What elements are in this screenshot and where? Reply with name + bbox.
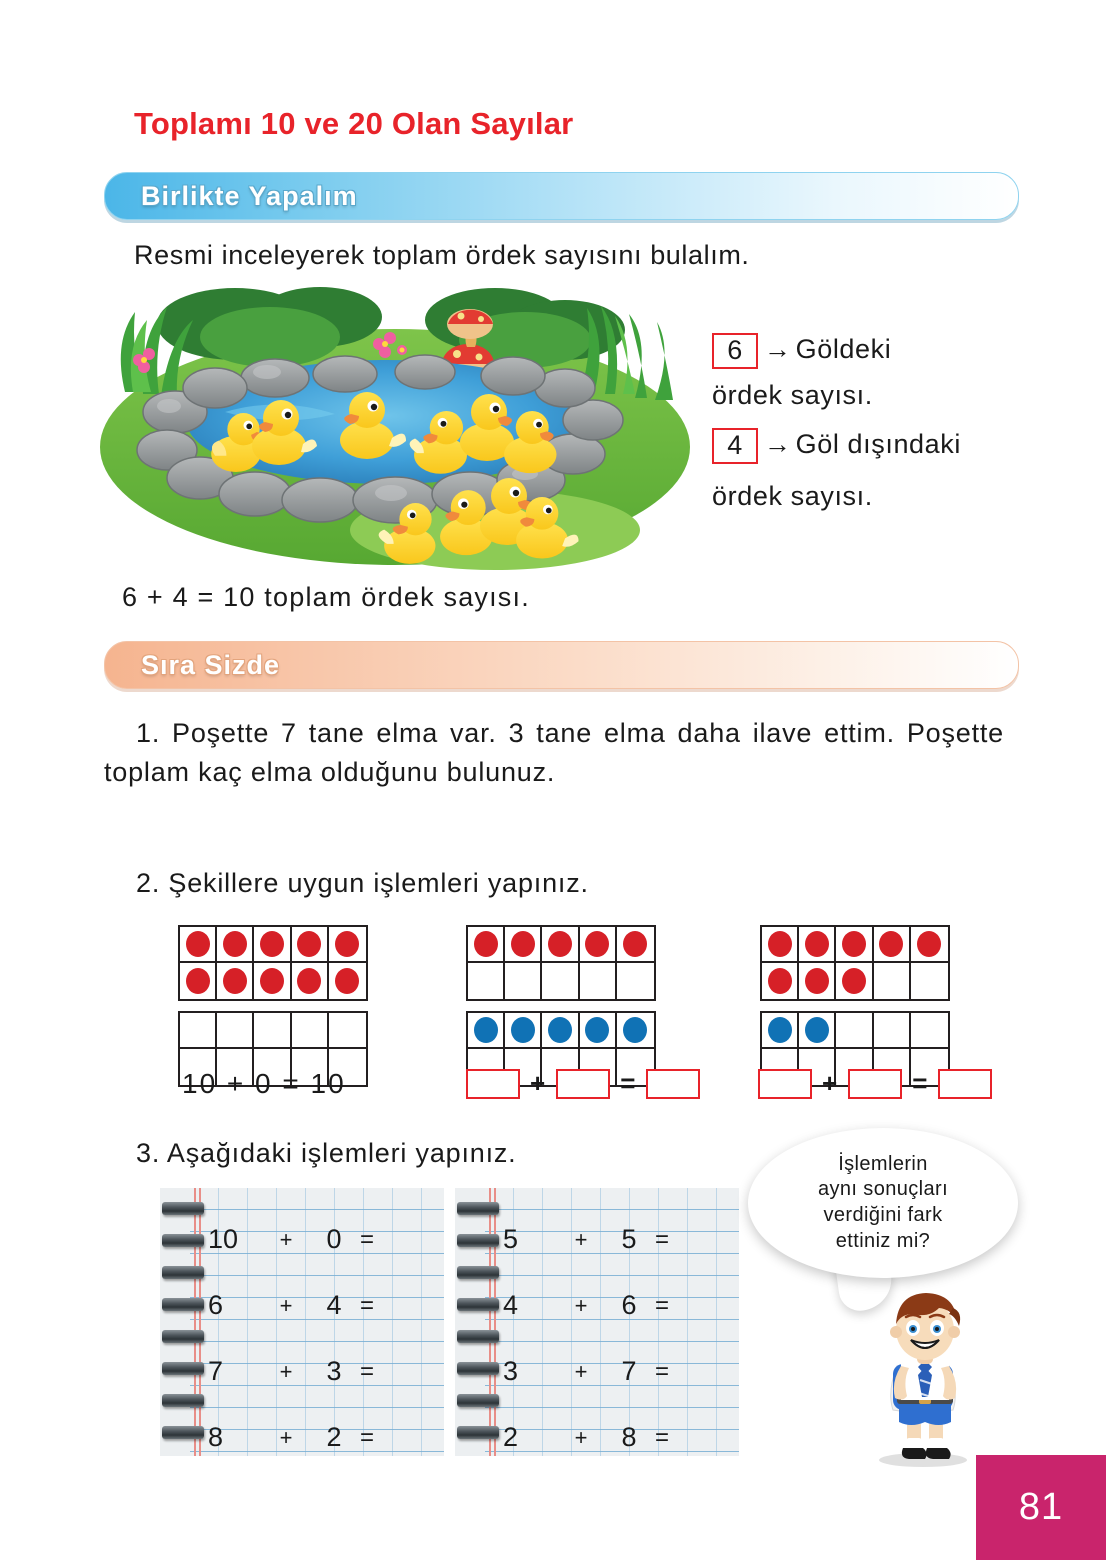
- spiral-ring: [162, 1298, 204, 1311]
- spiral-ring: [457, 1330, 499, 1343]
- tenframe-cell: [762, 1013, 799, 1049]
- spiral-ring: [457, 1298, 499, 1311]
- spiral-ring: [457, 1394, 499, 1407]
- schoolboy-character-illustration: [845, 1288, 1005, 1468]
- notebook-addend-1: 5: [503, 1224, 519, 1254]
- spiral-ring: [162, 1234, 204, 1247]
- red-dot: [335, 931, 359, 957]
- notebook-equals-operator: =: [360, 1291, 375, 1319]
- notebook-right-spiral-binding: [457, 1202, 499, 1456]
- blue-dot: [768, 1017, 792, 1043]
- notebook-equation-line: [503, 1224, 669, 1255]
- red-dot: [260, 968, 284, 994]
- tenframe-top-1: [178, 925, 368, 1001]
- red-dot: [548, 931, 572, 957]
- notebook-addend-1: 10: [208, 1224, 239, 1254]
- tenframe-cell: [836, 927, 873, 963]
- tenframe-cell: [217, 1013, 254, 1049]
- plus-operator-3: +: [822, 1068, 839, 1098]
- blue-dot: [474, 1017, 498, 1043]
- notebook-addend-2: 5: [621, 1224, 637, 1254]
- callout-label-outside-line1: Göl dışındaki: [795, 429, 961, 460]
- answer-box-3-sum[interactable]: [938, 1069, 992, 1099]
- tenframe-cell: [180, 927, 217, 963]
- equals-operator-3: =: [912, 1068, 929, 1098]
- notebook-equals-operator: =: [655, 1291, 670, 1319]
- callout-value-outside: 4: [712, 428, 758, 464]
- notebook-plus-operator: +: [574, 1424, 588, 1450]
- notebook-equation-line: [503, 1422, 669, 1453]
- red-dot: [805, 968, 829, 994]
- spiral-ring: [162, 1394, 204, 1407]
- spiral-ring: [457, 1202, 499, 1215]
- page-number-badge: [976, 1455, 1106, 1560]
- notebook-addend-2: 3: [326, 1356, 342, 1386]
- equals-operator-2: =: [620, 1068, 637, 1098]
- section-banner-your-turn-label: Sıra Sizde: [141, 649, 281, 680]
- question-3-text: 3. Aşağıdaki işlemleri yapınız.: [136, 1138, 517, 1168]
- tenframe-cell: [180, 963, 217, 999]
- notebook-equation-line: [503, 1290, 669, 1321]
- question-1-text: 1. Poşette 7 tane elma var. 3 tane elma daha ilave ettim. Poşette toplam kaç elma olduğunu bulunuz.: [104, 718, 1004, 788]
- duck-pond-illustration: [95, 272, 695, 572]
- blue-dot: [623, 1017, 647, 1043]
- tenframe-cell: [217, 963, 254, 999]
- speech-bubble-text: İşlemlerin aynı sonuçları verdiğini fark ettiniz mi?: [817, 1152, 949, 1252]
- speech-bubble: [748, 1128, 1018, 1278]
- answer-box-2-addend1[interactable]: [466, 1069, 520, 1099]
- tenframe-cell: [580, 963, 617, 999]
- red-dot: [768, 931, 792, 957]
- tenframe-cell: [329, 963, 366, 999]
- tenframe-cell: [617, 927, 654, 963]
- callout-value-lake: 6: [712, 333, 758, 369]
- tenframe-cell: [468, 1013, 505, 1049]
- answer-box-3-addend1[interactable]: [758, 1069, 812, 1099]
- notebook-equation-line: [208, 1356, 374, 1387]
- arrow-icon-outside: →: [764, 429, 792, 460]
- tenframe-cell: [292, 1013, 329, 1049]
- notebook-equation-line: [208, 1422, 374, 1453]
- notebook-equals-operator: =: [655, 1423, 670, 1451]
- tenframe-cell: [580, 927, 617, 963]
- tenframe-cell: [292, 927, 329, 963]
- tenframe-group-1: [178, 925, 368, 1087]
- red-dot: [186, 931, 210, 957]
- tenframe-cell: [911, 963, 948, 999]
- tenframe-cell: [254, 1013, 291, 1049]
- tenframe-cell: [542, 963, 579, 999]
- red-dot: [335, 968, 359, 994]
- callout-ducks-outside-lake-line2: ördek sayısı.: [712, 481, 873, 511]
- notebook-left: [160, 1188, 444, 1456]
- notebook-addend-1: 7: [208, 1356, 224, 1386]
- spiral-ring: [457, 1426, 499, 1439]
- red-dot: [842, 931, 866, 957]
- callout-ducks-in-lake-line2: ördek sayısı.: [712, 380, 873, 410]
- notebook-equals-operator: =: [360, 1357, 375, 1385]
- callout-label-lake-line1: Göldeki: [795, 334, 892, 365]
- notebook-equals-operator: =: [360, 1225, 375, 1253]
- tenframe-cell: [468, 927, 505, 963]
- callout-ducks-outside-lake: [712, 428, 961, 464]
- blue-dot: [585, 1017, 609, 1043]
- red-dot: [223, 968, 247, 994]
- answer-box-2-sum[interactable]: [646, 1069, 700, 1099]
- tenframe-cell: [329, 927, 366, 963]
- notebook-addend-2: 4: [326, 1290, 342, 1320]
- notebook-equals-operator: =: [655, 1225, 670, 1253]
- tenframe-cell: [254, 963, 291, 999]
- equation-row-2: [466, 1068, 700, 1099]
- notebook-equation-line: [503, 1356, 669, 1387]
- blue-dot: [805, 1017, 829, 1043]
- tenframe-top-2: [466, 925, 656, 1001]
- tenframe-cell: [180, 1013, 217, 1049]
- answer-box-2-addend2[interactable]: [556, 1069, 610, 1099]
- spiral-ring: [162, 1426, 204, 1439]
- tenframe-cell: [836, 963, 873, 999]
- notebook-plus-operator: +: [574, 1226, 588, 1252]
- tenframe-cell: [799, 927, 836, 963]
- notebook-addend-1: 4: [503, 1290, 519, 1320]
- notebook-plus-operator: +: [279, 1226, 293, 1252]
- tenframe-group-2: [466, 925, 656, 1087]
- blue-dot: [548, 1017, 572, 1043]
- notebook-addend-1: 2: [503, 1422, 519, 1452]
- notebook-equals-operator: =: [360, 1423, 375, 1451]
- callout-ducks-in-lake: [712, 333, 891, 369]
- tenframe-cell: [217, 927, 254, 963]
- tenframe-cell: [542, 1013, 579, 1049]
- spiral-ring: [457, 1266, 499, 1279]
- red-dot: [511, 931, 535, 957]
- red-dot: [917, 931, 941, 957]
- blue-dot: [511, 1017, 535, 1043]
- summary-equation-sentence: 6 + 4 = 10 toplam ördek sayısı.: [122, 582, 530, 612]
- equation-row-1: [182, 1068, 346, 1100]
- tenframe-cell: [874, 927, 911, 963]
- notebook-equation-line: [208, 1224, 374, 1255]
- red-dot: [297, 968, 321, 994]
- tenframe-cell: [836, 1013, 873, 1049]
- red-dot: [805, 931, 829, 957]
- arrow-icon-lake: →: [764, 334, 792, 365]
- plus-operator-2: +: [530, 1068, 547, 1098]
- notebook-equals-operator: =: [655, 1357, 670, 1385]
- tenframe-cell: [292, 963, 329, 999]
- notebook-left-spiral-binding: [162, 1202, 204, 1456]
- equation-row-3: [758, 1068, 992, 1099]
- section-banner-your-turn: [104, 641, 1019, 689]
- red-dot: [585, 931, 609, 957]
- notebook-addend-2: 2: [326, 1422, 342, 1452]
- red-dot: [297, 931, 321, 957]
- tenframe-cell: [762, 963, 799, 999]
- spiral-ring: [162, 1362, 204, 1375]
- tenframe-cell: [542, 927, 579, 963]
- tenframe-cell: [505, 1013, 542, 1049]
- red-dot: [260, 931, 284, 957]
- notebook-equation-line: [208, 1290, 374, 1321]
- tenframe-cell: [617, 963, 654, 999]
- tenframe-top-3: [760, 925, 950, 1001]
- notebook-addend-1: 3: [503, 1356, 519, 1386]
- notebook-addend-1: 6: [208, 1290, 224, 1320]
- tenframe-cell: [874, 963, 911, 999]
- red-dot: [842, 968, 866, 994]
- notebook-addend-1: 8: [208, 1422, 224, 1452]
- notebook-addend-2: 7: [621, 1356, 637, 1386]
- notebook-addend-2: 0: [326, 1224, 342, 1254]
- intro-sentence: Resmi inceleyerek toplam ördek sayısını bulalım.: [134, 240, 750, 270]
- spiral-ring: [162, 1202, 204, 1215]
- notebook-plus-operator: +: [279, 1424, 293, 1450]
- tenframe-cell: [911, 927, 948, 963]
- notebook-plus-operator: +: [574, 1292, 588, 1318]
- answer-box-3-addend2[interactable]: [848, 1069, 902, 1099]
- tenframe-cell: [799, 1013, 836, 1049]
- tenframe-cell: [329, 1013, 366, 1049]
- page-title: Toplamı 10 ve 20 Olan Sayılar: [134, 106, 574, 141]
- spiral-ring: [162, 1330, 204, 1343]
- tenframe-cell: [254, 927, 291, 963]
- notebook-plus-operator: +: [279, 1292, 293, 1318]
- red-dot: [768, 968, 792, 994]
- spiral-ring: [457, 1234, 499, 1247]
- tenframe-cell: [580, 1013, 617, 1049]
- notebook-addend-2: 8: [621, 1422, 637, 1452]
- tenframe-cell: [505, 927, 542, 963]
- notebook-right: [455, 1188, 739, 1456]
- red-dot: [623, 931, 647, 957]
- tenframe-cell: [468, 963, 505, 999]
- section-banner-together-label: Birlikte Yapalım: [141, 180, 358, 211]
- red-dot: [186, 968, 210, 994]
- page-number: 81: [1018, 1486, 1064, 1528]
- equation-text-1: 10 + 0 = 10: [182, 1068, 346, 1099]
- tenframe-cell: [617, 1013, 654, 1049]
- section-banner-together: [104, 172, 1019, 220]
- red-dot: [474, 931, 498, 957]
- tenframe-cell: [911, 1013, 948, 1049]
- spiral-ring: [162, 1266, 204, 1279]
- tenframe-cell: [762, 927, 799, 963]
- spiral-ring: [457, 1362, 499, 1375]
- question-2-text: 2. Şekillere uygun işlemleri yapınız.: [136, 868, 589, 898]
- tenframe-cell: [799, 963, 836, 999]
- tenframe-group-3: [760, 925, 950, 1087]
- notebook-addend-2: 6: [621, 1290, 637, 1320]
- notebook-plus-operator: +: [279, 1358, 293, 1384]
- notebook-plus-operator: +: [574, 1358, 588, 1384]
- red-dot: [223, 931, 247, 957]
- tenframe-cell: [505, 963, 542, 999]
- red-dot: [879, 931, 903, 957]
- tenframe-cell: [874, 1013, 911, 1049]
